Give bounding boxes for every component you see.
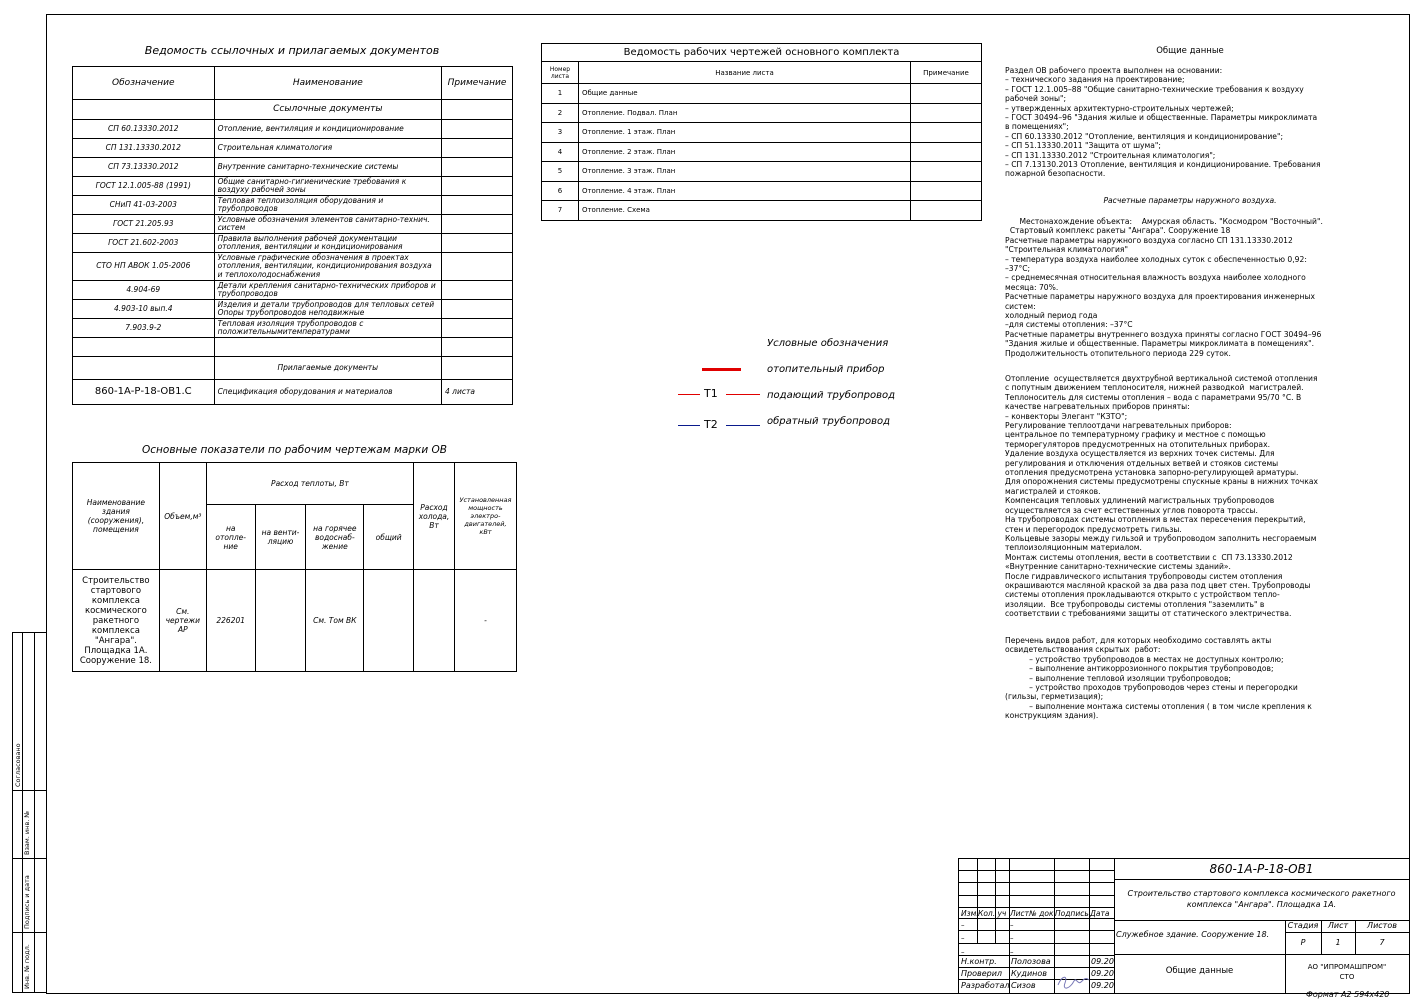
title-block: 860-1А-Р-18-ОВ1 Строительство стартового комплекса космического ракетного комплекса "Ангара". Площадка 1А. Служебное здание. Сооружение 18. Общие данные Стадия Лист Листов Р 1 7 АО "ИПРОМАШПРОМ" СТО Изм. Кол. уч Лист № док Подпись Дата – – – – – – Н.контр. Полозова 09.20 Проверил Кудинов 09.20 Разработал Сизов 09.20: [958, 858, 1409, 993]
side-label-inventory: Инв. № подл.: [23, 944, 31, 989]
table-row: Строительство стартового комплекса космического ракетного комплекса "Ангара". Площадка 1А. Сооружение 18. См. чертежи АР 226201 См. Том ВК -: [73, 570, 517, 672]
stamp-sheet: 1: [1335, 938, 1341, 947]
handwritten-signature: [1056, 971, 1092, 991]
side-label-signature: Подпись и дата: [23, 875, 31, 929]
legend-supply-code: T1: [704, 387, 718, 400]
stamp-col-qty: Кол. уч: [978, 909, 1007, 918]
general-block-basis: Раздел ОВ рабочего проекта выполнен на основании: – технического задания на проектирование; – ГОСТ 12.1.005–88 "Общие санитарно-технические требования к воздуху рабочей зоны"; – утвержденных архитектурно-строительных чертежей; – ГОСТ 30494–96 "Здания жилые и общественные. Параметры микроклимата в помещениях"; – СП 60.13330.2012 "Отопление, вентиляция и кондиционирование"; – СП 51.13330.2011 "Защита от шума"; – СП 131.13330.2012 "Строительная климатология"; – СП 7.13130.2013 Отопление, вентиляция и кондиционирование. Требования пожарной безопасности.: [1005, 66, 1321, 179]
side-stamp: [12, 632, 46, 993]
stamp-stage-label: Стадия: [1287, 921, 1319, 930]
sheets-header-num: Номер листа: [542, 62, 579, 84]
indicators-table: [72, 462, 517, 672]
sheets-table-title: Ведомость рабочих чертежей основного комплекта: [542, 44, 982, 62]
ind-header-cold: Расход холода, Вт: [414, 463, 455, 570]
table-row: СП 131.13330.2012 Строительная климатология: [73, 139, 513, 158]
stamp-sheets-label: Листов: [1367, 921, 1397, 930]
table-row: СТО НП АВОК 1.05-2006 Условные графические обозначения в проектах отопления, вентиляции, кондиционирования воздуха и теплохолодоснабжения: [73, 253, 513, 281]
legend-supply-label: подающий трубопровод: [767, 390, 896, 401]
docs-section-att: Прилагаемые документы: [214, 357, 441, 380]
table-row: 3 Отопление. 1 этаж. План: [542, 123, 982, 143]
stamp-date-0: 09.20: [1091, 957, 1114, 966]
table-row: [73, 338, 513, 357]
stamp-sheets: 7: [1379, 938, 1385, 947]
docs-section-ref: Ссылочные документы: [214, 100, 441, 120]
stamp-col-signature: Подпись: [1055, 909, 1089, 918]
legend-return-label: обратный трубопровод: [767, 416, 891, 427]
stamp-date-1: 09.20: [1091, 969, 1114, 978]
sheets-table: [541, 43, 982, 221]
side-label-replace: Взам. инв. №: [23, 810, 31, 855]
docs-header-code: Обозначение: [73, 67, 215, 100]
table-row: 1 Общие данные: [542, 84, 982, 104]
legend-return-line: [678, 418, 760, 443]
ind-header-heat: Расход теплоты, Вт: [206, 463, 413, 505]
stamp-role-1: Проверил: [961, 969, 1003, 978]
sheets-header-name: Название листа: [578, 62, 910, 84]
table-row: 4.904-69 Детали крепления санитарно-технических приборов и трубопроводов: [73, 281, 513, 300]
sheets-header-note: Примечание: [911, 62, 982, 84]
docs-header-name: Наименование: [214, 67, 441, 100]
stamp-company: АО "ИПРОМАШПРОМ": [1307, 963, 1387, 971]
table-row: ГОСТ 21.602-2003 Правила выполнения рабочей документации отопления, вентиляции и кондиционирования: [73, 234, 513, 253]
docs-table-title: Ведомость ссылочных и прилагаемых документов: [144, 44, 440, 57]
general-title: Общие данные: [1156, 46, 1224, 56]
table-row: 7 Отопление. Схема: [542, 201, 982, 221]
stamp-building: Служебное здание. Сооружение 18.: [1116, 930, 1270, 939]
stamp-sheet-label: Лист: [1327, 921, 1349, 930]
format-label: Формат А2 594х420: [1306, 990, 1390, 999]
table-row: СП 60.13330.2012 Отопление, вентиляция и кондиционирование: [73, 120, 513, 139]
table-row: 6 Отопление. 4 этаж. План: [542, 181, 982, 201]
legend-supply-line: [678, 387, 760, 412]
legend-return-code: T2: [704, 418, 718, 431]
ind-header-volume: Объем,м³: [159, 463, 206, 570]
table-row: 4 Отопление. 2 этаж. План: [542, 142, 982, 162]
stamp-role-0: Н.контр.: [961, 957, 997, 966]
stamp-date-2: 09.20: [1091, 981, 1114, 990]
stamp-project: Строительство стартового комплекса космического ракетного комплекса "Ангара". Площадка 1А.: [1127, 889, 1396, 909]
stamp-stage: Р: [1300, 938, 1306, 947]
table-row: 860-1А-Р-18-ОВ1.С Спецификация оборудования и материалов 4 листа: [73, 380, 513, 405]
legend-heater-label: отопительный прибор: [767, 364, 885, 375]
docs-table: [72, 66, 513, 405]
table-row: 7.903.9-2 Тепловая изоляция трубопроводов с положительнымитемпературами: [73, 319, 513, 338]
table-row: ГОСТ 21.205.93 Условные обозначения элементов санитарно-технич. систем: [73, 215, 513, 234]
stamp-dept: СТО: [1339, 973, 1355, 981]
ind-header-power: Установленная мощность электро-двигателей, кВт: [454, 463, 516, 570]
stamp-col-sheet: Лист: [1010, 909, 1030, 918]
stamp-name-1: Кудинов: [1011, 969, 1047, 978]
indicators-title: Основные показатели по рабочим чертежам марки ОВ: [142, 444, 447, 456]
table-row: СП 73.13330.2012 Внутренние санитарно-технические системы: [73, 158, 513, 177]
table-row: 2 Отопление. Подвал. План: [542, 103, 982, 123]
side-label-agreed: Согласовано: [14, 743, 22, 787]
stamp-sheet-title: Общие данные: [1165, 966, 1234, 976]
legend-title: Условные обозначения: [767, 338, 889, 349]
ind-header-hw: на горячее водоснаб-жение: [306, 505, 364, 570]
legend-heater-line: [702, 368, 741, 371]
general-subtitle: Расчетные параметры наружного воздуха.: [1103, 196, 1277, 205]
stamp-code: 860-1А-Р-18-ОВ1: [1209, 862, 1314, 876]
table-row: 4.903-10 вып.4 Изделия и детали трубопроводов для тепловых сетей Опоры трубопроводов неподвижные: [73, 300, 513, 319]
docs-header-note: Примечание: [442, 67, 513, 100]
ind-header-total: общий: [364, 505, 414, 570]
stamp-col-date: Дата: [1090, 909, 1110, 918]
stamp-name-0: Полозова: [1011, 957, 1051, 966]
ind-header-vent: на венти-ляцию: [255, 505, 306, 570]
general-block-heating: Отопление осуществляется двухтрубной вертикальной системой отопления с попутным движением теплоносителя, нижней разводкой магистралей. Теплоноситель для системы отопления – вода с параметрами 95/70 °С. В качестве нагревательных приборов приняты: – конвекторы Элегант "КЗТО"; Регулирование теплоотдачи нагревательных приборов: центральное по температурному графику и местное с помощью терморегуляторов предусмотренных на отопительных приборах. Удаление воздуха осуществляется из верхних точек системы. Для регулирования и отключения отдельных ветвей и стояков системы отопления предусмотрена установка запорно-регулирующей арматуры. Для опорожнения системы предусмотрены спускные краны в нижних точках магистралей и стояков. Компенсация тепловых удлинений магистральных трубопроводов осуществляется за счет естественных углов поворота трассы. На трубопроводах системы отопления в местах пересечения перекрытий, стен и перегородок предусмотреть гильзы. Кольцевые зазоры между гильзой и трубопроводом заполнить несгораемым теплоизоляционным материалом. Монтаж системы отопления, вести в соответствии с СП 73.13330.2012 «Внутренние санитарно-технические системы зданий». После гидравлического испытания трубопроводы систем отопления окрашиваются масляной краской за два раза под цвет стен. Трубопроводы системы отопления прокладываются открыто с устройством тепло- изоляции. Все трубопроводы системы отопления "заземлить" в соответствии с требованиями защиты от статического электричества.: [1005, 374, 1319, 619]
general-block-works: Перечень видов работ, для которых необходимо составлять акты освидетельствования скрытых работ: – устройство трубопроводов в местах не доступных контролю; – выполнение антикоррозионного покрытия трубопроводов; – выполнение тепловой изоляции трубопроводов; – устройство проходов трубопроводов через стены и перегородки (гильзы, герметизация); – выполнение монтажа системы отопления ( в том числе крепления к конструкциям здания).: [1005, 636, 1312, 721]
stamp-col-change: Изм.: [961, 909, 979, 918]
general-block-climate: Местонахождение объекта: Амурская область. "Космодром "Восточный". Стартовый комплекс ракеты "Ангара". Сооружение 18 Расчетные параметры наружного воздуха согласно СП 131.13330.2012 "Строительная климатология" – температура воздуха наиболее холодных суток с обеспеченностью 0,92: –37°C; – среднемесячная относительная влажность воздуха наиболее холодного месяца: 70%. Расчетные параметры наружного воздуха для проектирования инженерных систем: холодный период года –для системы отопления: –37°C Расчетные параметры внутреннего воздуха приняты согласно ГОСТ 30494–96 "Здания жилые и общественные. Параметры микроклимата в помещениях". Продолжительность отопительного периода 229 суток.: [1005, 217, 1323, 358]
ind-header-name: Наименование здания (сооружения), помещения: [73, 463, 160, 570]
ind-header-heating: на отопле-ние: [206, 505, 255, 570]
stamp-col-doc: № док: [1029, 909, 1054, 918]
table-row: СНиП 41-03-2003 Тепловая теплоизоляция оборудования и трубопроводов: [73, 196, 513, 215]
table-row: 5 Отопление. 3 этаж. План: [542, 162, 982, 182]
table-row: ГОСТ 12.1.005-88 (1991) Общие санитарно-гигиенические требования к воздуху рабочей зоны: [73, 177, 513, 196]
stamp-name-2: Сизов: [1011, 981, 1036, 990]
stamp-role-2: Разработал: [961, 981, 1010, 990]
